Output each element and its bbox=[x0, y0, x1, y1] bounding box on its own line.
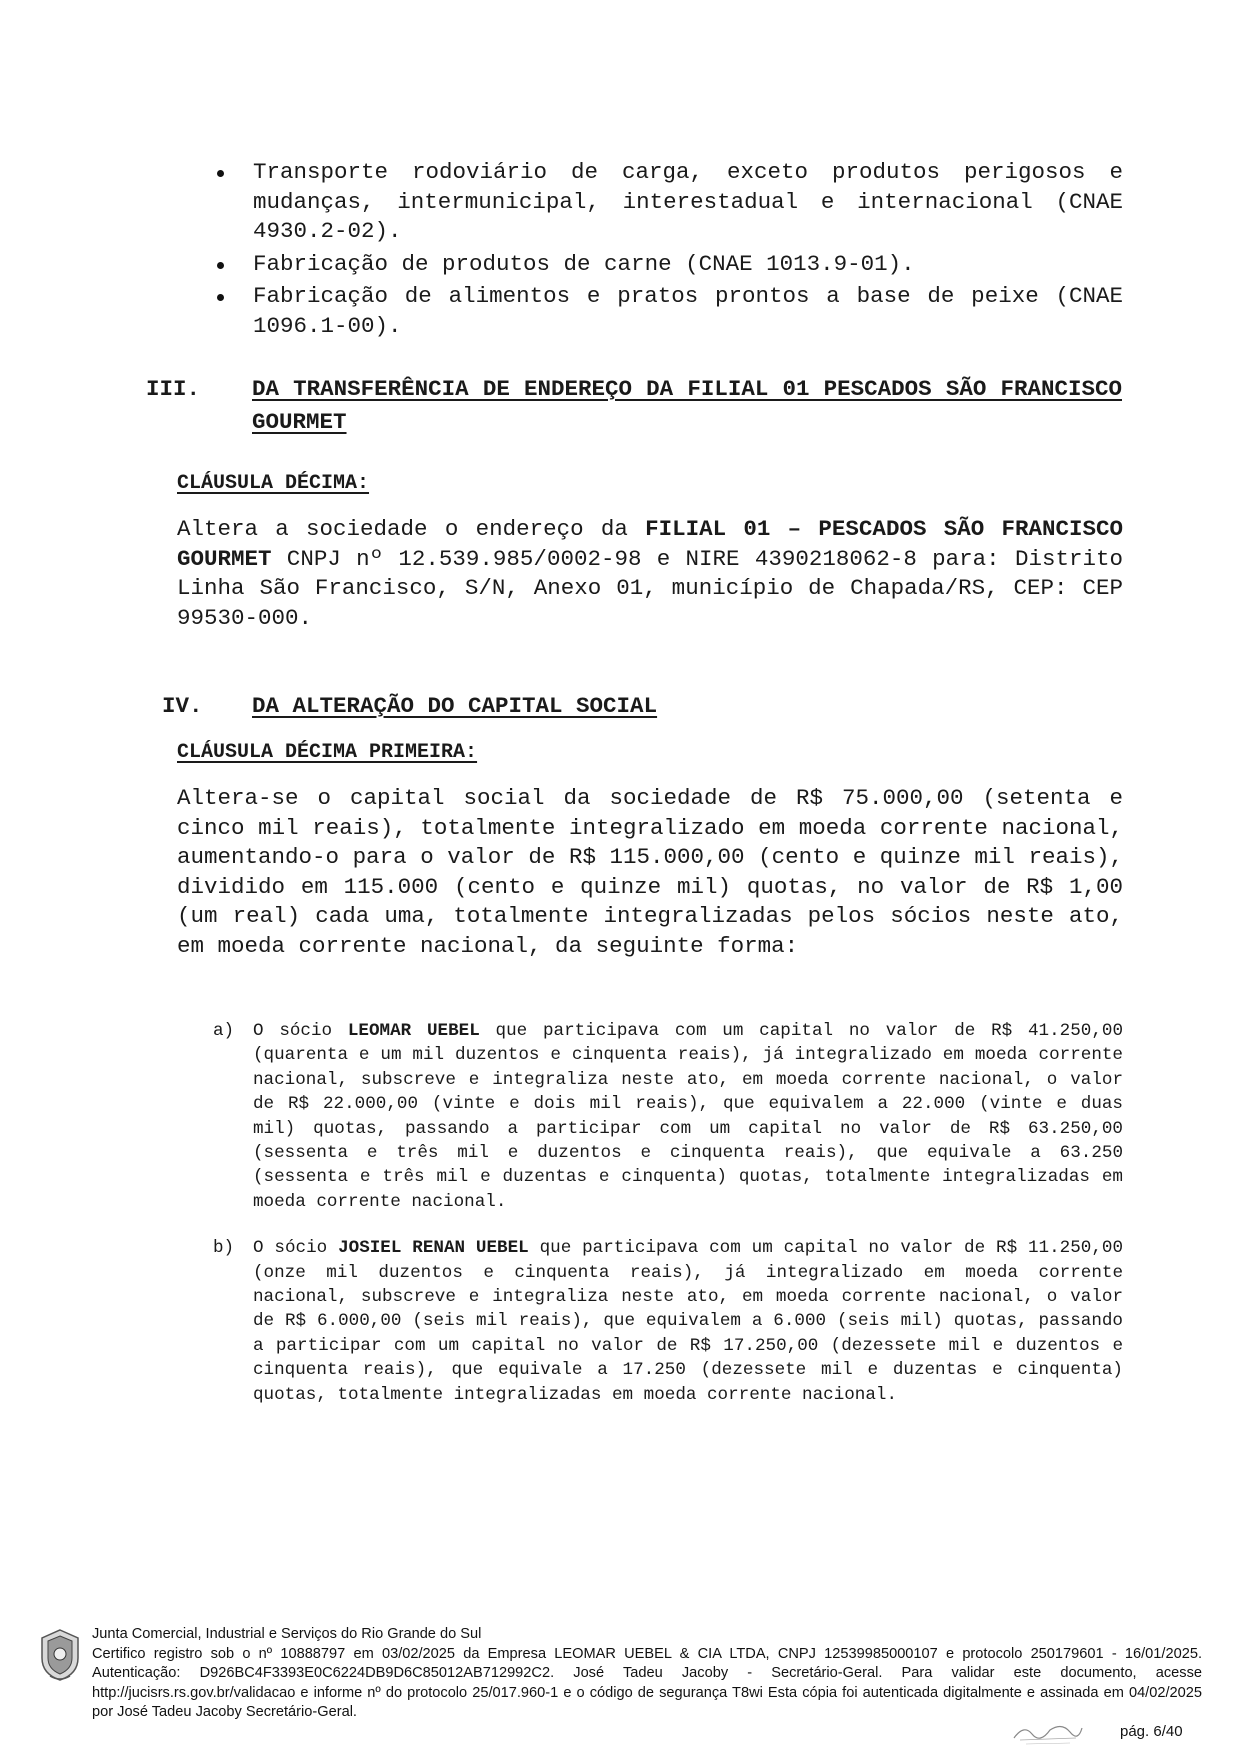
section-heading-iv bbox=[162, 690, 1122, 726]
partner-name: LEOMAR UEBEL bbox=[347, 1021, 480, 1041]
activity-item: Fabricação de produtos de carne (CNAE 1013.9-01). bbox=[213, 250, 1123, 280]
clause-heading: CLÁUSULA DÉCIMA PRIMEIRA: bbox=[177, 741, 478, 764]
clause-text: Altera a sociedade o endereço da FILIAL 01 – PESCADOS SÃO FRANCISCO GOURMET CNPJ nº 12.539.985/0002-98 e NIRE 4390218062-8 para: Distrito Linha São Francisco, S/N, Anexo 01, município de Chapada/RS, CEP: CEP 99530-000. bbox=[177, 516, 1123, 631]
footer-certification-text: Certifico registro sob o nº 10888797 em 03/02/2025 da Empresa LEOMAR UEBEL & CIA LTDA, CNPJ 12539985000107 e protocolo 250179601 - 16/01/2025. Autenticação: D926BC4F3393E0C6224DB9D6C85012AB712992C2. José Tadeu Jacoby - Secretário-Geral. Para validar este documento, acesse http://jucisrs.rs.gov.br/validacao e informe nº do protocolo 25/017.960-1 e o código de segurança T8wi Esta cópia foi autenticada digitalmente e assinada em 04/02/2025 por José Tadeu Jacoby Secretário-Geral. bbox=[92, 1645, 1202, 1720]
partner-list bbox=[213, 1019, 1123, 1429]
signature-icon bbox=[1010, 1716, 1086, 1748]
activity-item: Fabricação de alimentos e pratos prontos a base de peixe (CNAE 1096.1-00). bbox=[213, 282, 1123, 341]
item-marker: a) bbox=[213, 1021, 235, 1041]
list-item: a) O sócio LEOMAR UEBEL que participava com um capital no valor de R$ 41.250,00 (quarenta e um mil duzentos e cinquenta reais), já integralizado em moeda corrente nacional, subscreve e integraliza neste ato, em moeda corrente nacional, o valor de R$ 22.000,00 (vinte e dois mil reais), que equivalem a 22.000 (vinte e duas mil) quotas, passando a participar com um capital no valor de R$ 63.250,00 (sessenta e três mil e duzentos e cinquenta reais), que equivale a 63.250 (sessenta e três mil e duzentas e cinquenta) quotas, totalmente integralizadas em moeda corrente nacional. bbox=[213, 1021, 1124, 1212]
section-title: DA ALTERAÇÃO DO CAPITAL SOCIAL bbox=[252, 693, 658, 719]
item-marker: b) bbox=[213, 1238, 235, 1259]
partner-name: JOSIEL RENAN UEBEL bbox=[338, 1238, 529, 1259]
state-coat-of-arms-icon bbox=[38, 1628, 82, 1682]
section-number: IV. bbox=[162, 693, 203, 719]
page-number: pág. 6/40 bbox=[1120, 1723, 1183, 1740]
footer-title: Junta Comercial, Industrial e Serviços do Rio Grande do Sul bbox=[92, 1626, 482, 1642]
clause-heading: CLÁUSULA DÉCIMA: bbox=[177, 472, 370, 495]
activity-item: Transporte rodoviário de carga, exceto produtos perigosos e mudanças, intermunicipal, interestadual e internacional (CNAE 4930.2-02). bbox=[213, 158, 1123, 247]
section-number: III. bbox=[146, 376, 201, 402]
activity-list bbox=[213, 158, 1123, 344]
branch-name: FILIAL 01 – PESCADOS SÃO FRANCISCO GOURMET bbox=[177, 516, 1123, 572]
section-heading-iii bbox=[146, 373, 1126, 443]
section-title: DA TRANSFERÊNCIA DE ENDEREÇO DA FILIAL 01 PESCADOS SÃO FRANCISCO GOURMET bbox=[252, 376, 1122, 435]
clause-text: Altera-se o capital social da sociedade de R$ 75.000,00 (setenta e cinco mil reais), totalmente integralizado em moeda corrente nacional, aumentando-o para o valor de R$ 115.000,00 (cento e quinze mil reais), dividido em 115.000 (cento e quinze mil) quotas, no valor de R$ 1,00 (um real) cada uma, totalmente integralizadas pelos sócios neste ato, em moeda corrente nacional, da seguinte forma: bbox=[177, 785, 1123, 959]
list-item: b) O sócio JOSIEL RENAN UEBEL que participava com um capital no valor de R$ 11.250,00 (onze mil duzentos e cinquenta reais), já integralizado em moeda corrente nacional, subscreve e integraliza neste ato, em moeda corrente nacional, o valor de R$ 6.000,00 (seis mil reais), que equivalem a 6.000 (seis mil) quotas, passando a participar com um capital no valor de R$ 17.250,00 (dezessete mil e duzentos e cinquenta reais), que equivale a 17.250 (dezessete mil e duzentas e cinquenta) quotas, totalmente integralizadas em moeda corrente nacional. bbox=[213, 1238, 1124, 1405]
registry-footer bbox=[92, 1625, 1202, 1723]
